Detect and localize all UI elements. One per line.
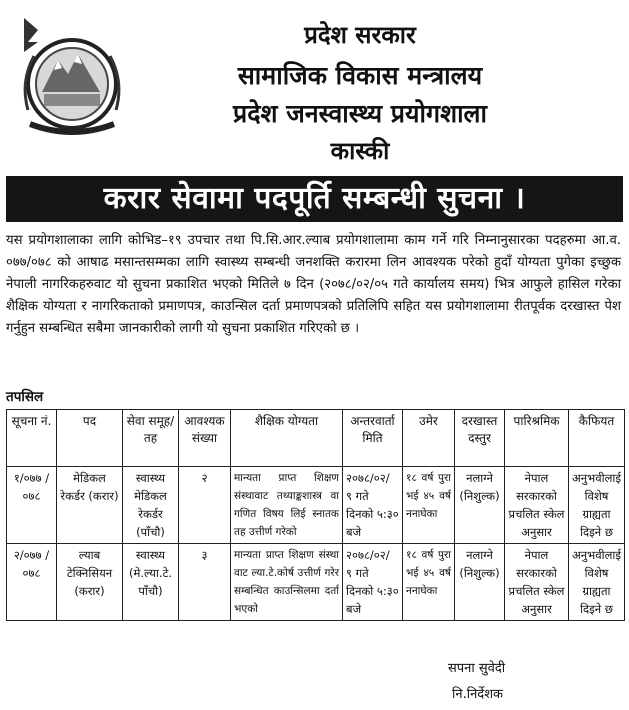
notice-body: यस प्रयोगशालाका लागि कोभिड–१९ उपचार तथा पि.सि.आर.ल्याब प्रयोगशालामा काम गर्ने गरि निम्नानुसारका पदहरुमा आ.व. ०७७/०७८ को आषाढ मसान्तसम्मका लागि स्वास्थ्य सम्बन्धी जनशक्ति करारमा लिन आवश्यक परेको हुदाँ योग्यता पुगेका इच्छुक नेपाली नागरिकहरुवाट यो सुचना प्रकाशित भएको मितिले ७ दिन (२०७८/०२/०५ गते कार्यालय समय) भित्र आफुले हासिल गरेका शैक्षिक योग्यता र नागरिकताको प्रमाणपत्र, काउन्सिल दर्ता प्रमाणपत्रको प्रतिलिपि सहित यस प्रयोगशालामा रीतपूर्वक दरखास्त पेश गर्नुहुन सम्बन्धित सबैमा जानकारीको लागी यो सुचना प्रकाशित गरिएको छ । [6, 233, 621, 336]
cell-interview: २०७८/०२/ ९ गते दिनको ५:३० बजे [343, 544, 403, 621]
letterhead [0, 0, 629, 172]
cell-count: २ [179, 467, 231, 544]
col-header: सेवा समूह/ तह [123, 410, 179, 467]
header-line-ministry: सामाजिक विकास मन्त्रालय [237, 61, 483, 90]
col-header: अन्तरवार्ता मिति [343, 410, 403, 467]
col-header: शैक्षिक योग्यता [231, 410, 343, 467]
col-header: पारिश्रमिक [505, 410, 569, 467]
table-row [7, 544, 625, 621]
signatory-title: नि.निर्देशक [452, 687, 504, 702]
table-header-row [7, 410, 625, 467]
cell-service: स्वास्थ्य मेडिकल रेकर्डर (पाँचौ) [123, 467, 179, 544]
cell-count: ३ [179, 544, 231, 621]
cell-notice-no: १/०७७ /०७८ [7, 467, 57, 544]
cell-salary: नेपाल सरकारको प्रचलित स्केल अनुसार [505, 467, 569, 544]
cell-notice-no: २/०७७ /०७८ [7, 544, 57, 621]
cell-service: स्वास्थ्य (मे.ल्या.टे. पाँचौ) [123, 544, 179, 621]
signatory-name: सपना सुवेदी [448, 661, 506, 676]
col-header: उमेर [403, 410, 455, 467]
col-header: कैफियत [569, 410, 625, 467]
cell-post: ल्याब टेक्निसियन (करार) [57, 544, 123, 621]
header-line-laboratory: प्रदेश जनस्वास्थ्य प्रयोगशाला [233, 99, 487, 128]
cell-fee: नलाग्ने (निशुल्क) [455, 467, 505, 544]
cell-qualification: मान्यता प्राप्त शिक्षण संस्था वाट ल्या.टे.कोर्ष उत्तीर्ण गरेर सम्बन्धित काउन्सिलमा दर्ता भएको [231, 544, 343, 621]
cell-age: १८ वर्ष पुरा भई ४५ वर्ष ननाघेका [403, 544, 455, 621]
cell-fee: नलाग्ने (निशुल्क) [455, 544, 505, 621]
cell-interview: २०७८/०२/ ९ गते दिनको ५:३० बजे [343, 467, 403, 544]
cell-age: १८ वर्ष पुरा भई ४५ वर्ष ननाघेका [403, 467, 455, 544]
header-line-government: प्रदेश सरकार [304, 21, 416, 49]
col-header: दरखास्त दस्तुर [455, 410, 505, 467]
cell-post: मेडिकल रेकर्डर (करार) [57, 467, 123, 544]
header-line-district: कास्की [330, 137, 390, 165]
cell-remarks: अनुभवीलाई विशेष ग्राह्यता दिइने छ [569, 467, 625, 544]
table-row [7, 467, 625, 544]
cell-remarks: अनुभवीलाई विशेष ग्राह्यता दिइने छ [569, 544, 625, 621]
cell-qualification: मान्यता प्राप्त शिक्षण संस्थावाट तथ्याङ्कशास्त्र वा गणित विषय लिई स्नातक तह उत्तीर्ण गरेको [231, 467, 343, 544]
col-header: सूचना नं. [7, 410, 57, 467]
col-header: आवश्यक संख्या [179, 410, 231, 467]
details-label: तपसिल [6, 389, 44, 405]
cell-salary: नेपाल सरकारको प्रचलित स्केल अनुसार [505, 544, 569, 621]
nepal-emblem-icon [14, 12, 124, 142]
vacancy-table [6, 409, 625, 621]
col-header: पद [57, 410, 123, 467]
notice-title-banner: करार सेवामा पदपूर्ति सम्बन्धी सुचना । [6, 176, 623, 222]
